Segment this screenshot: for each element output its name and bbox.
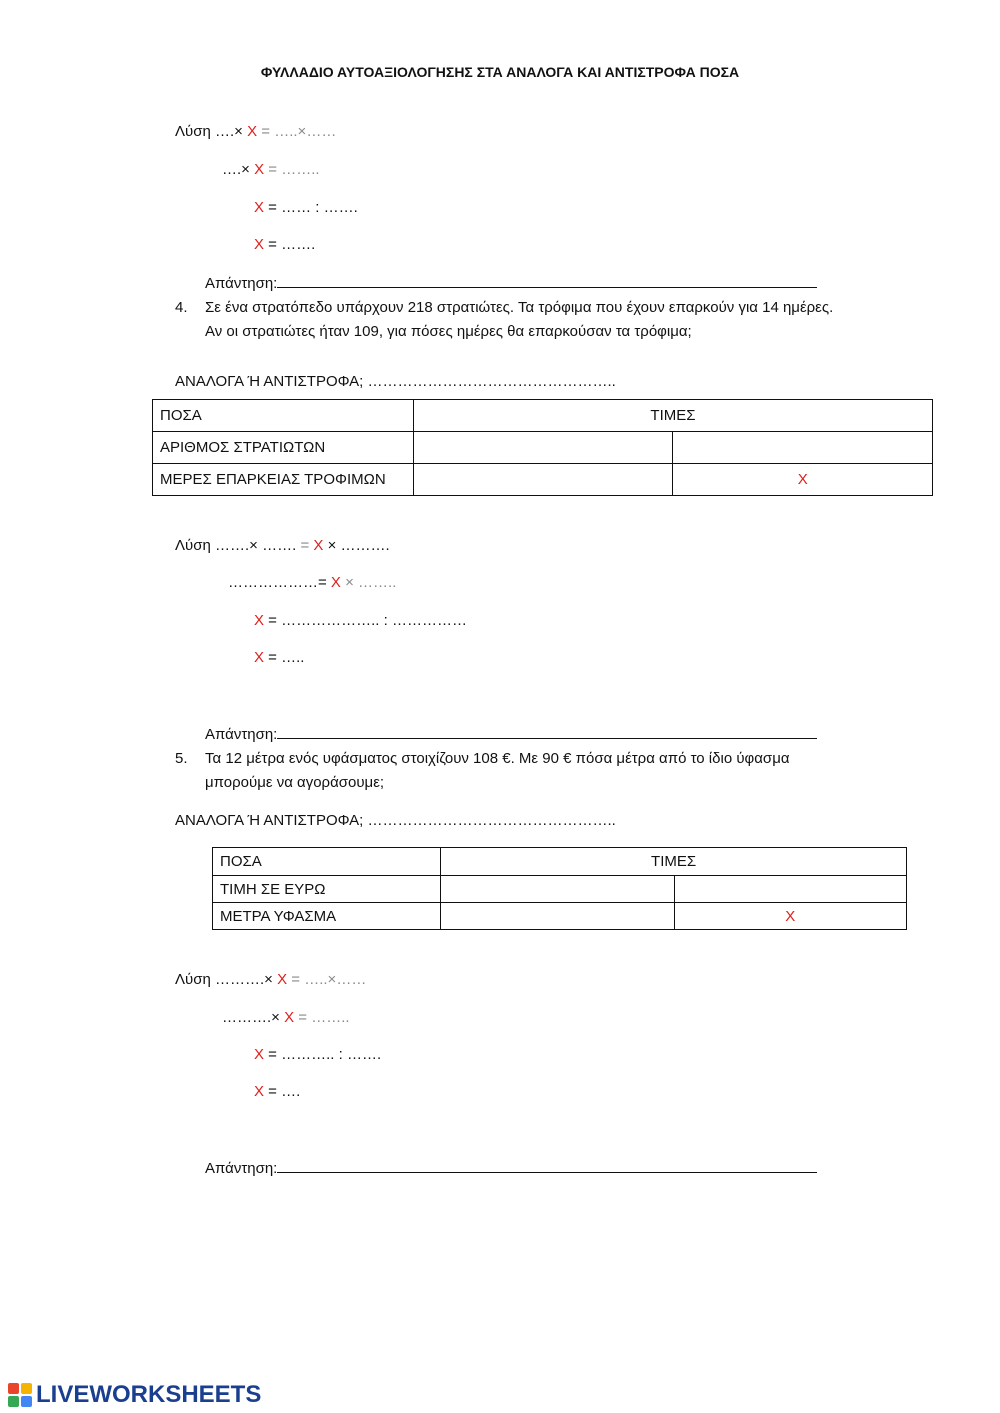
answer-field[interactable] bbox=[277, 1158, 817, 1173]
solution3-line4 bbox=[254, 1082, 300, 1102]
table-row-label: ΜΕΤΡΑ ΥΦΑΣΜΑ bbox=[213, 903, 441, 930]
table-cell-unknown: Χ bbox=[674, 903, 906, 930]
table-header-quantities: ΠΟΣΑ bbox=[213, 848, 441, 876]
problem-4 bbox=[175, 296, 855, 368]
solution-label: Λύση …. bbox=[175, 123, 235, 140]
table-row-label: ΑΡΙΘΜΟΣ ΣΤΡΑΤΙΩΤΩΝ bbox=[153, 432, 414, 464]
answer-label: Απάντηση: bbox=[205, 275, 278, 292]
answer-field[interactable] bbox=[277, 273, 817, 288]
blank-expression[interactable]: = …….. bbox=[294, 1009, 350, 1026]
unknown-x: Χ bbox=[254, 1046, 265, 1063]
solution1-line4 bbox=[254, 235, 315, 255]
unknown-x: Χ bbox=[254, 236, 265, 253]
table-cell-input[interactable] bbox=[441, 903, 674, 930]
blank-expression[interactable]: ………. bbox=[222, 1009, 272, 1026]
page-title: ΦΥΛΛΑΔΙΟ ΑΥΤΟΑΞΙΟΛΟΓΗΣΗΣ ΣΤΑ ΑΝΑΛΟΓΑ ΚΑΙ ΑΝΤΙΣΤΡΟΦΑ ΠΟΣΑ bbox=[260, 64, 740, 80]
blank-expression[interactable]: = …..×…… bbox=[287, 971, 367, 988]
blank-expression[interactable]: = …….. bbox=[264, 161, 320, 178]
solution2-line4 bbox=[254, 648, 304, 668]
unknown-x: Χ bbox=[254, 1083, 265, 1100]
solution1-line1 bbox=[175, 122, 336, 142]
unknown-x: Χ bbox=[326, 574, 341, 591]
unknown-x: Χ bbox=[254, 612, 265, 629]
table-cell-input[interactable] bbox=[413, 432, 673, 464]
blank-expression[interactable]: = …..×…… bbox=[257, 123, 337, 140]
table-header-values: ΤΙΜΕΣ bbox=[413, 400, 932, 432]
problem5-question[interactable]: ΑΝΑΛΟΓΑ Ή ΑΝΤΙΣΤΡΟΦΑ; ………………………………………….. bbox=[175, 812, 616, 829]
logo-squares-icon bbox=[8, 1383, 32, 1407]
table-cell-input[interactable] bbox=[673, 432, 933, 464]
blank-expression[interactable]: = ……….. : ……. bbox=[264, 1046, 382, 1063]
problem4-question[interactable]: ΑΝΑΛΟΓΑ Ή ΑΝΤΙΣΤΡΟΦΑ; ………………………………………….. bbox=[175, 373, 616, 390]
answer-line-3 bbox=[205, 1158, 817, 1179]
problem-number: 5. bbox=[175, 750, 188, 767]
problem-number: 4. bbox=[175, 299, 188, 316]
blank-expression[interactable]: ……. bbox=[257, 537, 301, 554]
solution-label: Λύση ………. bbox=[175, 971, 265, 988]
answer-field[interactable] bbox=[277, 724, 817, 739]
table-header-values: ΤΙΜΕΣ bbox=[441, 848, 907, 876]
blank-expression[interactable]: = …. bbox=[264, 1083, 301, 1100]
answer-label: Απάντηση: bbox=[205, 1160, 278, 1177]
times-sign: × bbox=[249, 537, 258, 554]
solution3-line1 bbox=[175, 970, 366, 990]
times-sign: × bbox=[264, 971, 273, 988]
unknown-x: Χ bbox=[309, 537, 324, 554]
solution-label: Λύση ……. bbox=[175, 537, 250, 554]
equals-sign: = bbox=[300, 537, 310, 554]
blank-expression[interactable]: = ……………….. : …………… bbox=[264, 612, 467, 629]
solution3-line2 bbox=[222, 1008, 350, 1028]
table-row-label: ΤΙΜΗ ΣΕ ΕΥΡΩ bbox=[213, 876, 441, 903]
solution2-line3 bbox=[254, 611, 467, 631]
logo-text: LIVEWORKSHEETS bbox=[36, 1381, 262, 1408]
blank-expression[interactable]: = ……. bbox=[264, 236, 316, 253]
table-cell-input[interactable] bbox=[674, 876, 906, 903]
unknown-x: Χ bbox=[254, 199, 265, 216]
blank-expression[interactable]: ………………= bbox=[228, 574, 327, 591]
solution1-line3 bbox=[254, 198, 358, 218]
solution2-line1 bbox=[175, 536, 390, 556]
blank-expression[interactable]: = ….. bbox=[264, 649, 305, 666]
solution2-line2 bbox=[228, 573, 396, 593]
solution3-line3 bbox=[254, 1045, 381, 1065]
table-row-label: ΜΕΡΕΣ ΕΠΑΡΚΕΙΑΣ ΤΡΟΦΙΜΩΝ bbox=[153, 464, 414, 496]
answer-line-1 bbox=[205, 273, 817, 294]
unknown-x: Χ bbox=[279, 1009, 295, 1026]
problem-text: Τα 12 μέτρα ενός υφάσματος στοιχίζουν 108 €. Με 90 € πόσα μέτρα από το ίδιο ύφασμα μπορούμε να αγοράσουμε; bbox=[205, 750, 790, 791]
blank-expression[interactable]: × ………. bbox=[323, 537, 390, 554]
times-sign: × bbox=[271, 1009, 280, 1026]
problem5-table bbox=[212, 847, 907, 930]
table-cell-input[interactable] bbox=[441, 876, 674, 903]
times-sign: × bbox=[241, 161, 250, 178]
unknown-x: Χ bbox=[272, 971, 288, 988]
liveworksheets-logo bbox=[8, 1381, 261, 1409]
problem-text: Σε ένα στρατόπεδο υπάρχουν 218 στρατιώτες. Τα τρόφιμα που έχουν επαρκούν για 14 ημέρες. Αν οι στρατιώτες ήταν 109, για πόσες ημέρες θα επαρκούσαν τα τρόφιμα; bbox=[205, 299, 834, 340]
table-header-quantities: ΠΟΣΑ bbox=[153, 400, 414, 432]
times-sign: × bbox=[234, 123, 243, 140]
blank-expression[interactable]: = …… : ……. bbox=[264, 199, 358, 216]
unknown-x: Χ bbox=[254, 649, 265, 666]
answer-label: Απάντηση: bbox=[205, 726, 278, 743]
table-cell-unknown: Χ bbox=[673, 464, 933, 496]
table-cell-input[interactable] bbox=[413, 464, 673, 496]
problem4-table bbox=[152, 399, 933, 496]
blank-expression[interactable]: × …….. bbox=[340, 574, 397, 591]
blank-expression[interactable]: …. bbox=[222, 161, 242, 178]
solution1-line2 bbox=[222, 160, 320, 180]
problem-5 bbox=[175, 747, 855, 795]
unknown-x: Χ bbox=[242, 123, 258, 140]
answer-line-2 bbox=[205, 724, 817, 745]
unknown-x: Χ bbox=[249, 161, 265, 178]
